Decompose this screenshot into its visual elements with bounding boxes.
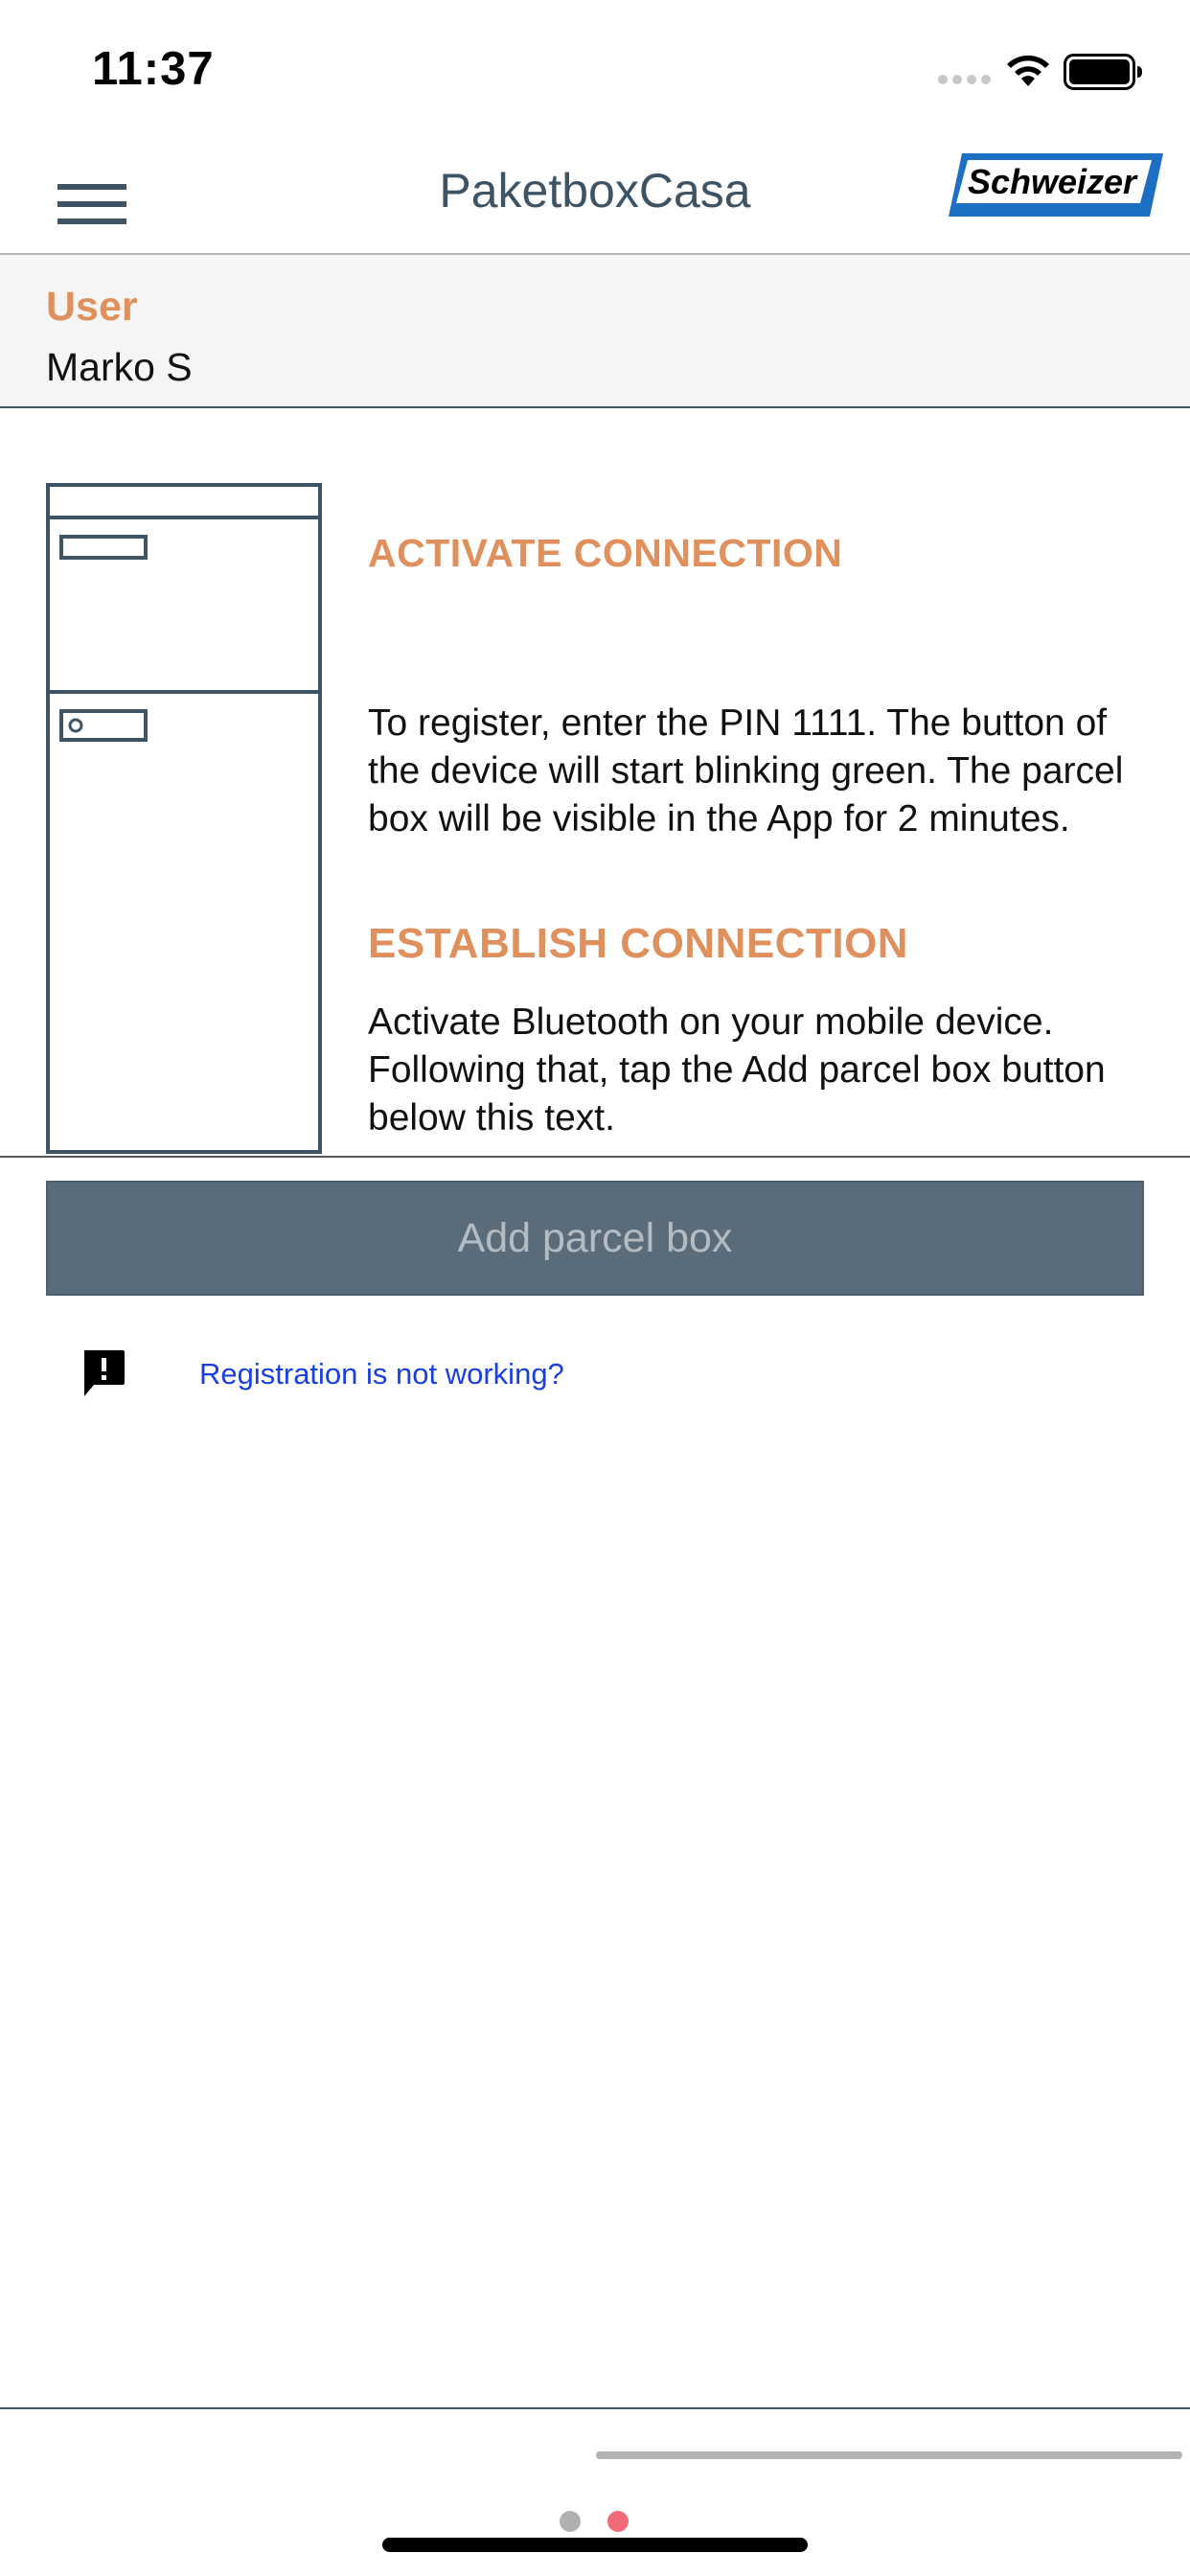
home-indicator[interactable] bbox=[382, 2538, 808, 2552]
navigation-bar bbox=[0, 134, 1190, 255]
logo-text: Schweizer bbox=[967, 162, 1137, 201]
status-time: 11:37 bbox=[92, 43, 215, 95]
status-bar bbox=[0, 0, 1190, 134]
scroll-indicator bbox=[596, 2451, 1182, 2459]
activate-connection-heading: ACTIVATE CONNECTION bbox=[368, 531, 843, 575]
user-panel bbox=[0, 255, 1190, 408]
battery-icon bbox=[1064, 54, 1144, 90]
page-dot-1[interactable] bbox=[560, 2511, 581, 2532]
user-name: Marko S bbox=[46, 345, 193, 389]
page-indicator bbox=[560, 2511, 636, 2534]
bottom-divider bbox=[0, 2407, 1190, 2409]
registration-help-link[interactable]: Registration is not working? bbox=[199, 1357, 564, 1391]
registration-help-row[interactable] bbox=[80, 1346, 564, 1403]
cellular-signal-icon bbox=[937, 73, 993, 86]
add-parcel-box-button[interactable]: Add parcel box bbox=[46, 1181, 1144, 1296]
menu-button[interactable] bbox=[48, 155, 136, 230]
instruction-area bbox=[0, 408, 1190, 1158]
establish-connection-text: Activate Bluetooth on your mobile device. Following that, tap the Add parcel box button below this text. bbox=[368, 1001, 1106, 1138]
activate-connection-text: To register, enter the PIN 1111. The button of the device will start blinking green. The parcel box will be visible in the App for 2 minutes. bbox=[368, 702, 1124, 840]
parcel-box-illustration bbox=[46, 483, 322, 1154]
page-dot-2-active[interactable] bbox=[607, 2511, 629, 2532]
schweizer-logo bbox=[947, 151, 1165, 218]
wifi-icon bbox=[1004, 54, 1052, 88]
feedback-alert-icon bbox=[80, 1348, 126, 1400]
app-title: PaketboxCasa bbox=[439, 164, 751, 218]
hamburger-menu-icon bbox=[48, 155, 136, 230]
establish-connection-heading: ESTABLISH CONNECTION bbox=[368, 920, 909, 967]
user-label: User bbox=[46, 284, 138, 330]
